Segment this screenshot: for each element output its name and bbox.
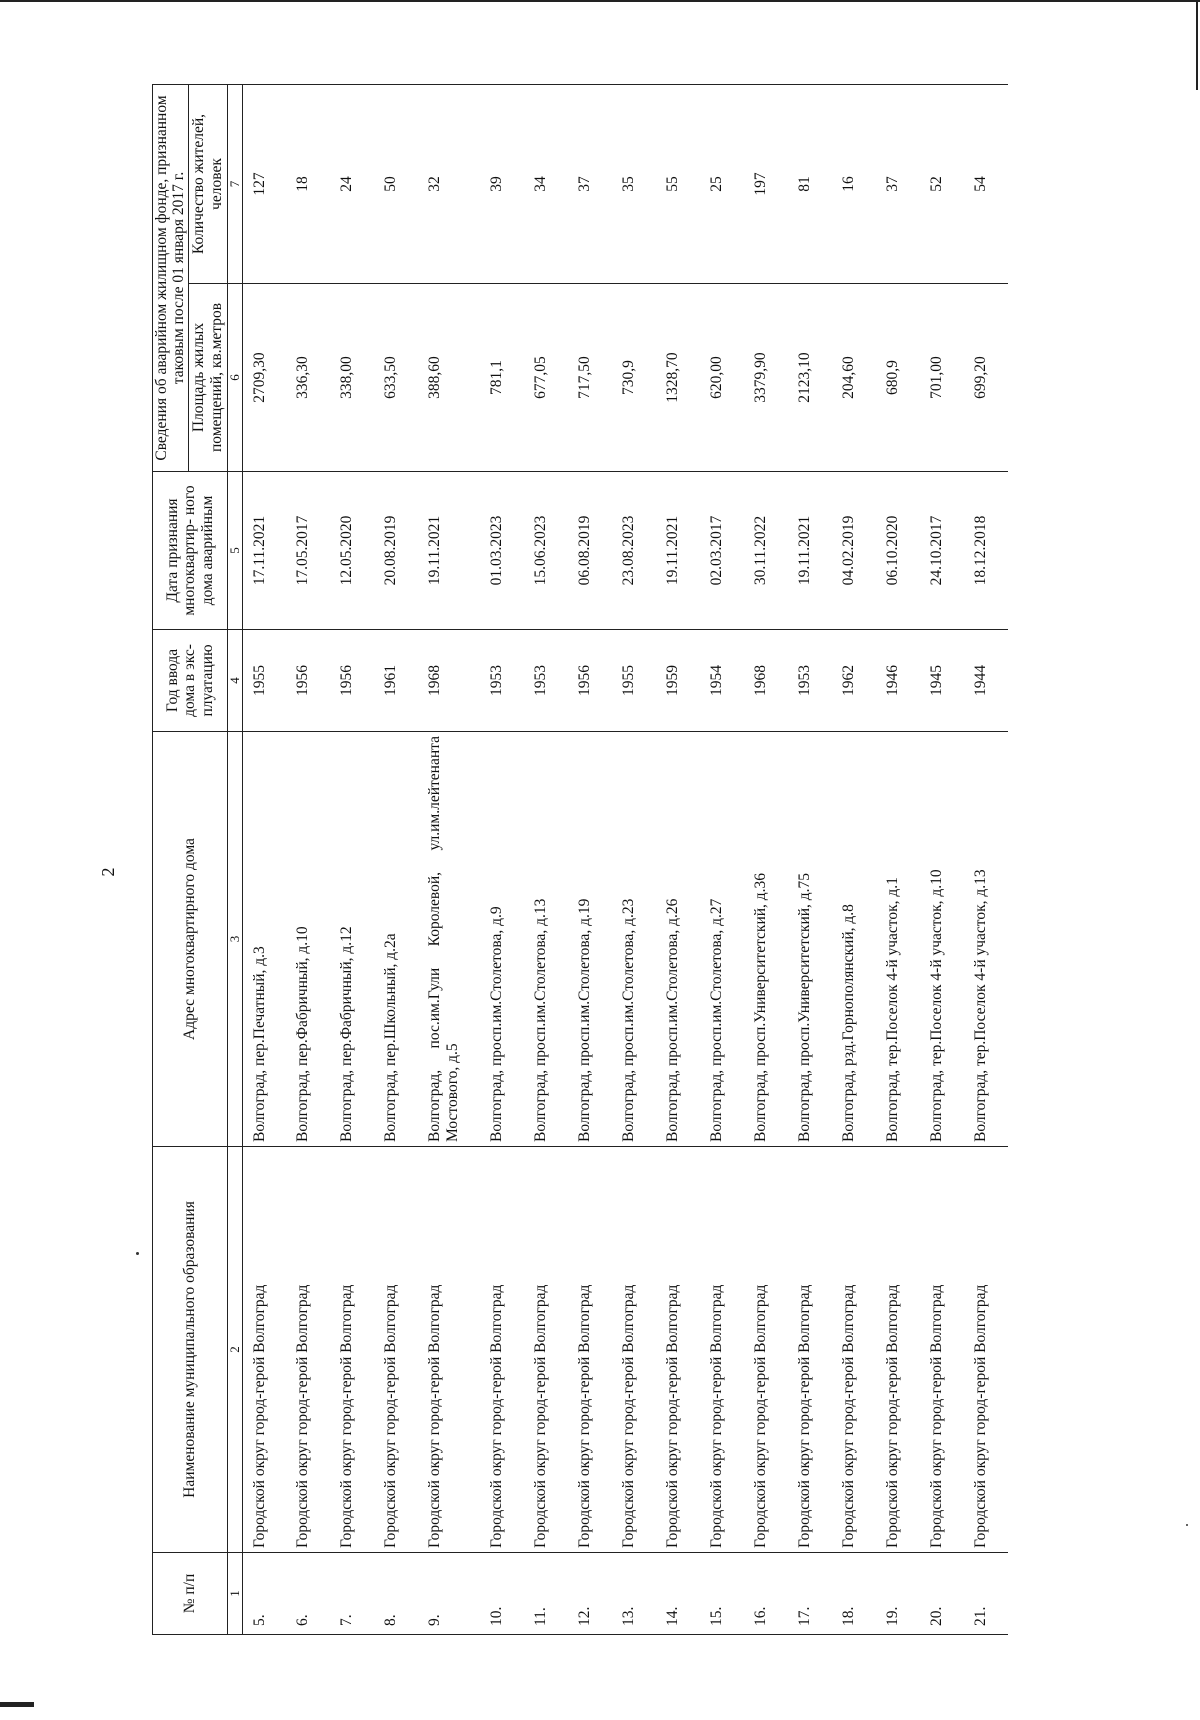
cell-municipality: Городской округ город-герой Волгоград xyxy=(480,1147,524,1553)
cell-residents: 37 xyxy=(876,85,920,284)
column-number: 7 xyxy=(227,85,242,284)
cell-year: 1956 xyxy=(286,630,330,732)
cell-date: 30.11.2022 xyxy=(744,472,788,630)
table-row xyxy=(568,85,612,1635)
cell-address: Волгоград, рзд.Горнополянский, д.8 xyxy=(832,732,876,1147)
cell-num: 19. xyxy=(876,1553,920,1635)
cell-municipality: Городской округ город-герой Волгоград xyxy=(612,1147,656,1553)
cell-year: 1953 xyxy=(788,630,832,732)
cell-date: 04.02.2019 xyxy=(832,472,876,630)
cell-date: 23.08.2023 xyxy=(612,472,656,630)
cell-num: 15. xyxy=(700,1553,744,1635)
header-residents: Количество жителей, человек xyxy=(188,85,227,284)
cell-address: Волгоград, тер.Поселок 4-й участок, д.13 xyxy=(964,732,1008,1147)
cell-year: 1945 xyxy=(920,630,964,732)
table-row xyxy=(656,85,700,1635)
cell-municipality: Городской округ город-герой Волгоград xyxy=(700,1147,744,1553)
cell-area: 338,00 xyxy=(330,284,374,472)
table-row xyxy=(788,85,832,1635)
cell-address: Волгоград, просп.им.Столетова, д.23 xyxy=(612,732,656,1147)
header-year: Год ввода дома в экс- плуатацию xyxy=(153,630,228,732)
cell-area: 204,60 xyxy=(832,284,876,472)
cell-num: 16. xyxy=(744,1553,788,1635)
cell-residents: 52 xyxy=(920,85,964,284)
cell-residents: 16 xyxy=(832,85,876,284)
cell-date: 19.11.2021 xyxy=(418,472,480,630)
cell-date: 06.08.2019 xyxy=(568,472,612,630)
table-body xyxy=(242,85,1008,1635)
cell-residents: 37 xyxy=(568,85,612,284)
cell-num: 13. xyxy=(612,1553,656,1635)
cell-date: 20.08.2019 xyxy=(374,472,418,630)
cell-residents: 24 xyxy=(330,85,374,284)
cell-address: Волгоград, просп.им.Столетова, д.26 xyxy=(656,732,700,1147)
cell-area: 699,20 xyxy=(964,284,1008,472)
cell-year: 1956 xyxy=(568,630,612,732)
column-number: 1 xyxy=(227,1553,242,1635)
cell-municipality: Городской округ город-герой Волгоград xyxy=(832,1147,876,1553)
cell-year: 1954 xyxy=(700,630,744,732)
cell-residents: 34 xyxy=(524,85,568,284)
cell-year: 1944 xyxy=(964,630,1008,732)
cell-num: 8. xyxy=(374,1553,418,1635)
cell-area: 1328,70 xyxy=(656,284,700,472)
scan-speck xyxy=(1186,1524,1188,1526)
cell-address: Волгоград, просп.Университетский, д.36 xyxy=(744,732,788,1147)
cell-address: Волгоград, просп.им.Столетова, д.27 xyxy=(700,732,744,1147)
scan-speck xyxy=(136,1252,139,1255)
cell-date: 06.10.2020 xyxy=(876,472,920,630)
header-area: Площадь жилых помещений, кв.метров xyxy=(188,284,227,472)
cell-area: 781,1 xyxy=(480,284,524,472)
cell-date: 19.11.2021 xyxy=(788,472,832,630)
column-numbers-row xyxy=(227,85,242,1635)
cell-date: 15.06.2023 xyxy=(524,472,568,630)
scan-border-right xyxy=(1196,0,1198,90)
table-row xyxy=(832,85,876,1635)
cell-municipality: Городской округ город-герой Волгоград xyxy=(788,1147,832,1553)
cell-area: 620,00 xyxy=(700,284,744,472)
cell-year: 1955 xyxy=(242,630,286,732)
column-number: 5 xyxy=(227,472,242,630)
cell-area: 3379,90 xyxy=(744,284,788,472)
cell-residents: 32 xyxy=(418,85,480,284)
cell-num: 6. xyxy=(286,1553,330,1635)
cell-address: Волгоград, просп.им.Столетова, д.19 xyxy=(568,732,612,1147)
table-row xyxy=(700,85,744,1635)
cell-municipality: Городской округ город-герой Волгоград xyxy=(286,1147,330,1553)
cell-residents: 127 xyxy=(242,85,286,284)
cell-residents: 197 xyxy=(744,85,788,284)
cell-num: 9. xyxy=(418,1553,480,1635)
cell-year: 1953 xyxy=(524,630,568,732)
cell-year: 1968 xyxy=(744,630,788,732)
cell-municipality: Городской округ город-герой Волгоград xyxy=(374,1147,418,1553)
column-number: 3 xyxy=(227,732,242,1147)
cell-num: 17. xyxy=(788,1553,832,1635)
cell-municipality: Городской округ город-герой Волгоград xyxy=(656,1147,700,1553)
cell-address: Волгоград, пер.Фабричный, д.12 xyxy=(330,732,374,1147)
cell-address: Волгоград, пер.Фабричный, д.10 xyxy=(286,732,330,1147)
cell-address: Волгоград, тер.Поселок 4-й участок, д.1 xyxy=(876,732,920,1147)
cell-num: 5. xyxy=(242,1553,286,1635)
cell-year: 1962 xyxy=(832,630,876,732)
cell-municipality: Городской округ город-герой Волгоград xyxy=(242,1147,286,1553)
table-row xyxy=(242,85,286,1635)
cell-area: 701,00 xyxy=(920,284,964,472)
cell-area: 680,9 xyxy=(876,284,920,472)
column-number: 2 xyxy=(227,1147,242,1553)
cell-municipality: Городской округ город-герой Волгоград xyxy=(330,1147,374,1553)
header-date: Дата признания многоквартир- ного дома аварийным xyxy=(153,472,228,630)
cell-area: 633,50 xyxy=(374,284,418,472)
page-number: 2 xyxy=(98,867,118,877)
cell-area: 2709,30 xyxy=(242,284,286,472)
cell-date: 17.05.2017 xyxy=(286,472,330,630)
table-row xyxy=(480,85,524,1635)
cell-residents: 81 xyxy=(788,85,832,284)
cell-address: Волгоград, просп.Университетский, д.75 xyxy=(788,732,832,1147)
column-number: 6 xyxy=(227,284,242,472)
cell-address: Волгоград, пер.Школьный, д.2а xyxy=(374,732,418,1147)
cell-num: 10. xyxy=(480,1553,524,1635)
cell-residents: 39 xyxy=(480,85,524,284)
cell-municipality: Городской округ город-герой Волгоград xyxy=(744,1147,788,1553)
cell-address: Волгоград, просп.им.Столетова, д.13 xyxy=(524,732,568,1147)
cell-municipality: Городской округ город-герой Волгоград xyxy=(876,1147,920,1553)
header-municipality: Наименование муниципального образования xyxy=(153,1147,228,1553)
scan-border-top xyxy=(0,0,1200,2)
cell-num: 14. xyxy=(656,1553,700,1635)
cell-residents: 18 xyxy=(286,85,330,284)
table-row xyxy=(286,85,330,1635)
cell-municipality: Городской округ город-герой Волгоград xyxy=(524,1147,568,1553)
header-address: Адрес многоквартирного дома xyxy=(153,732,228,1147)
cell-residents: 35 xyxy=(612,85,656,284)
cell-date: 01.03.2023 xyxy=(480,472,524,630)
cell-year: 1959 xyxy=(656,630,700,732)
cell-date: 24.10.2017 xyxy=(920,472,964,630)
cell-num: 7. xyxy=(330,1553,374,1635)
cell-year: 1956 xyxy=(330,630,374,732)
cell-area: 2123,10 xyxy=(788,284,832,472)
table-row xyxy=(374,85,418,1635)
cell-municipality: Городской округ город-герой Волгоград xyxy=(568,1147,612,1553)
cell-num: 20. xyxy=(920,1553,964,1635)
cell-num: 12. xyxy=(568,1553,612,1635)
header-num: № п/п xyxy=(153,1553,228,1635)
cell-residents: 54 xyxy=(964,85,1008,284)
cell-residents: 50 xyxy=(374,85,418,284)
cell-date: 18.12.2018 xyxy=(964,472,1008,630)
cell-address: Волгоград, пос.им.Гули Королевой, ул.им.лейтенанта Мостового, д.5 xyxy=(418,732,480,1147)
table-row xyxy=(330,85,374,1635)
cell-address: Волгоград, просп.им.Столетова, д.9 xyxy=(480,732,524,1147)
cell-date: 17.11.2021 xyxy=(242,472,286,630)
scan-mark-bottom-left xyxy=(0,1702,34,1707)
cell-municipality: Городской округ город-герой Волгоград xyxy=(920,1147,964,1553)
column-number: 4 xyxy=(227,630,242,732)
cell-year: 1946 xyxy=(876,630,920,732)
cell-year: 1961 xyxy=(374,630,418,732)
cell-year: 1955 xyxy=(612,630,656,732)
cell-year: 1953 xyxy=(480,630,524,732)
cell-year: 1968 xyxy=(418,630,480,732)
cell-municipality: Городской округ город-герой Волгоград xyxy=(964,1147,1008,1553)
cell-num: 11. xyxy=(524,1553,568,1635)
cell-address: Волгоград, тер.Поселок 4-й участок, д.10 xyxy=(920,732,964,1147)
table-row xyxy=(524,85,568,1635)
cell-area: 730,9 xyxy=(612,284,656,472)
table-row xyxy=(418,85,480,1635)
cell-date: 12.05.2020 xyxy=(330,472,374,630)
emergency-housing-table xyxy=(152,84,1008,1635)
table-row xyxy=(612,85,656,1635)
table-row xyxy=(964,85,1008,1635)
header-group: Сведения об аварийном жилищном фонде, признанном таковым после 01 января 2017 г. xyxy=(153,85,189,472)
cell-num: 18. xyxy=(832,1553,876,1635)
cell-address: Волгоград, пер.Печатный, д.3 xyxy=(242,732,286,1147)
cell-residents: 25 xyxy=(700,85,744,284)
cell-num: 21. xyxy=(964,1553,1008,1635)
rotated-table-wrapper xyxy=(152,85,1092,1635)
cell-area: 717,50 xyxy=(568,284,612,472)
cell-date: 19.11.2021 xyxy=(656,472,700,630)
cell-residents: 55 xyxy=(656,85,700,284)
cell-area: 336,30 xyxy=(286,284,330,472)
cell-municipality: Городской округ город-герой Волгоград xyxy=(418,1147,480,1553)
cell-date: 02.03.2017 xyxy=(700,472,744,630)
cell-area: 388,60 xyxy=(418,284,480,472)
table-row xyxy=(920,85,964,1635)
table-row xyxy=(744,85,788,1635)
table-row xyxy=(876,85,920,1635)
cell-area: 677,05 xyxy=(524,284,568,472)
